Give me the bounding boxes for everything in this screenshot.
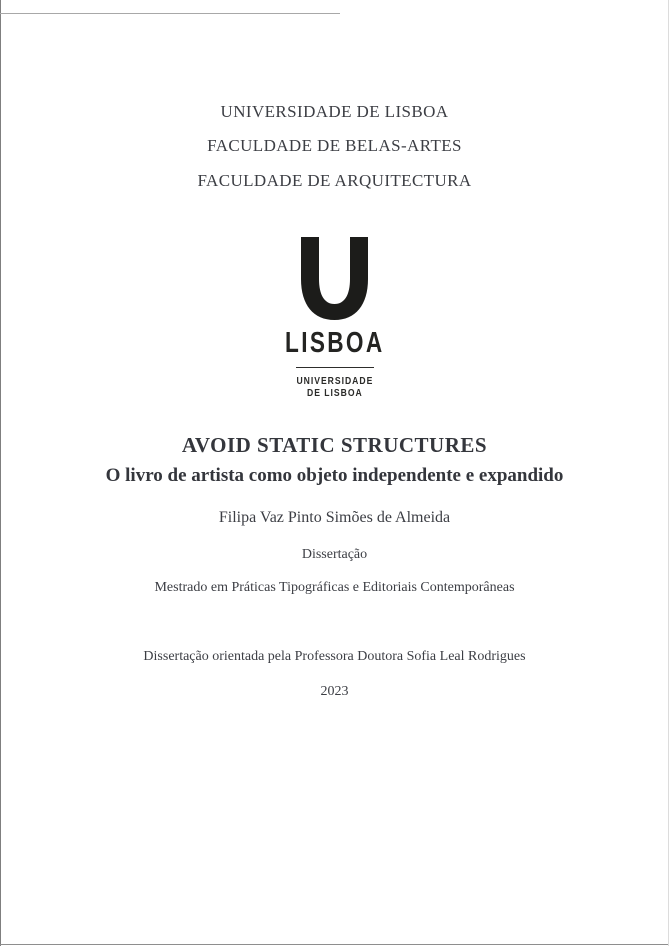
thesis-title: AVOID STATIC STRUCTURES [181,433,488,457]
logo-subtext-line1: UNIVERSIDADE [296,375,373,387]
document-type: Dissertação [301,547,368,562]
advisor-line: Dissertação orientada pela Professora Doutora Sofia Leal Rodrigues [143,649,526,664]
publication-year: 2023 [320,684,349,699]
logo-divider-rule [296,367,374,368]
logo-wordmark-lisboa: LISBOA [284,327,385,359]
logo-subtext [296,375,373,399]
faculty-name-belas-artes: FACULDADE DE BELAS-ARTES [207,136,462,155]
masters-program: Mestrado em Práticas Tipográficas e Editoriais Contemporâneas [154,580,515,595]
scan-edge-bottom [0,944,669,945]
thesis-subtitle: O livro de artista como objeto independente e expandido [105,465,564,486]
logo-subtext-line2: DE LISBOA [306,387,363,399]
scan-edge-top [0,13,340,14]
author-name: Filipa Vaz Pinto Simões de Almeida [218,509,451,526]
ulisboa-logo [0,237,669,399]
university-name: UNIVERSIDADE DE LISBOA [220,102,449,121]
faculty-name-arquitectura: FACULDADE DE ARQUITECTURA [197,171,472,190]
ulisboa-u-icon [301,237,368,320]
